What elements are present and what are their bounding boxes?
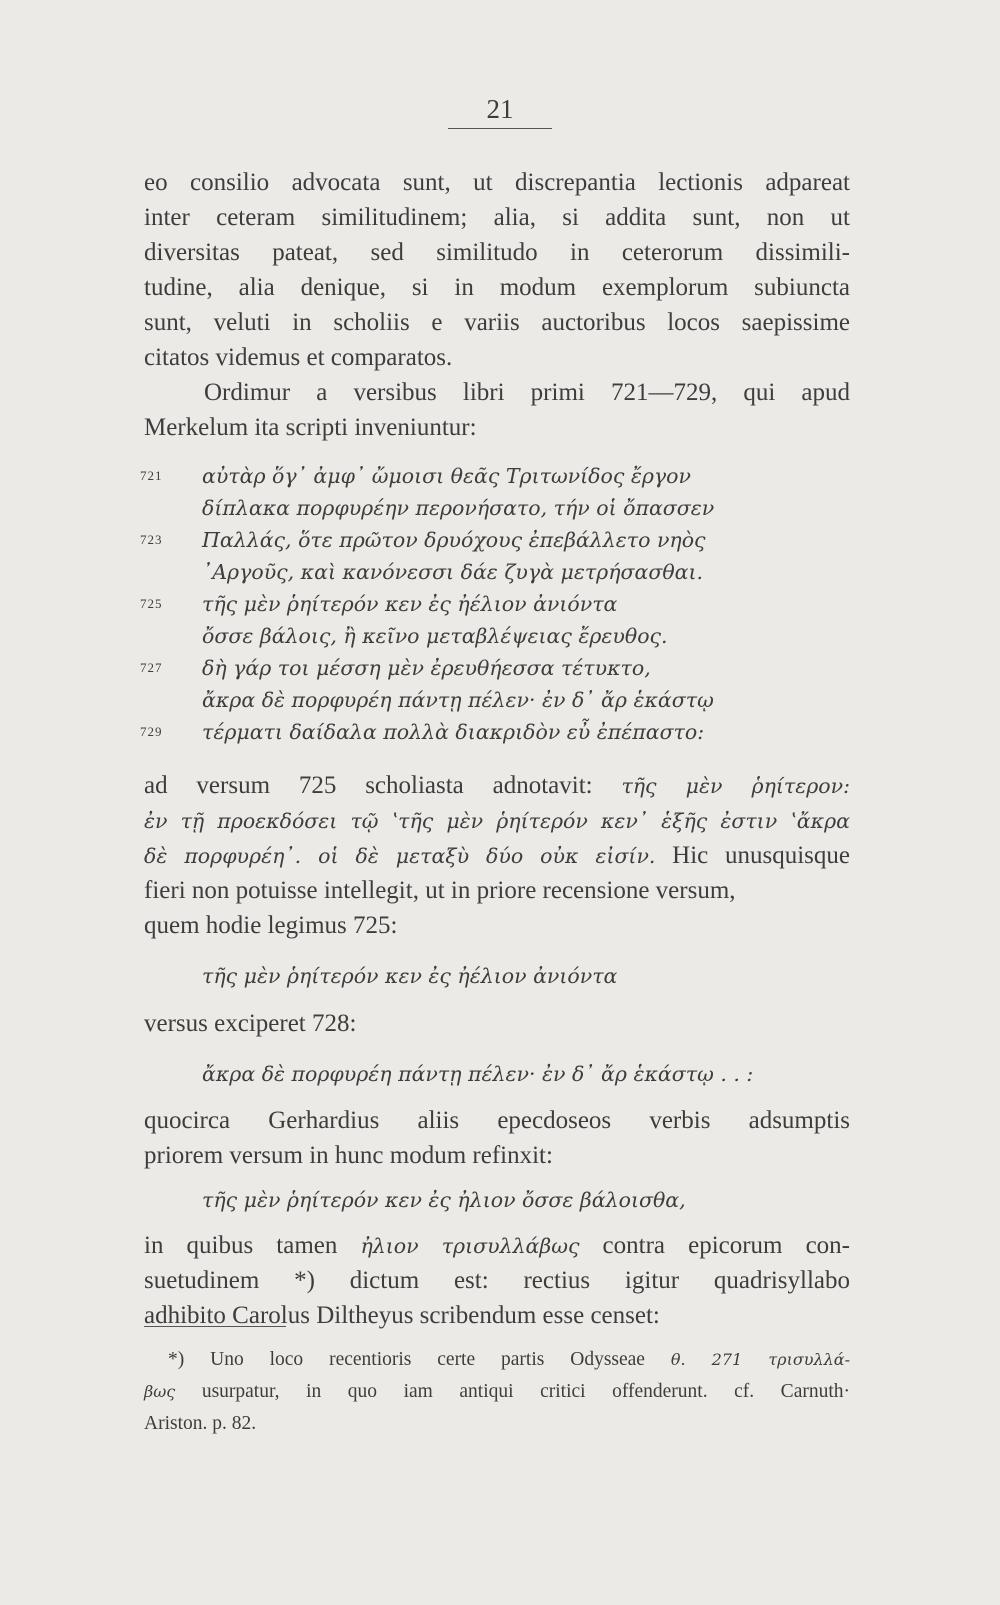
- latin-text: usurpatur, in quo iam antiqui critici offenderunt. cf. Carnuth·: [201, 1381, 851, 1402]
- text-line: [144, 804, 850, 838]
- footnote-line: [168, 1344, 850, 1375]
- footnote-line: [144, 1376, 850, 1407]
- verse-line: Παλλάς, ὅτε πρῶτον δρυόχους ἐπεβάλλετο νηὸς: [202, 528, 706, 552]
- latin-text: contra epicorum con-: [602, 1232, 851, 1259]
- text-line: versus exciperet 728:: [144, 1010, 357, 1037]
- text-line: Merkelum ita scripti inveniuntur:: [144, 414, 477, 441]
- greek-text: ἐν τῇ προεκδόσει τῷ ʽτῆς μὲν ῥηίτερόν κεν᾽ ἑξῆς ἐστιν ʽἄκρα: [144, 809, 850, 833]
- verse-line: αὐτὰρ ὅγ᾽ ἀμφ᾽ ὤμοισι θεᾶς Τριτωνίδος ἔργον: [202, 464, 691, 488]
- latin-text: ad versum 725 scholiasta adnotavit:: [144, 772, 593, 799]
- text-line: eo consilio advocata sunt, ut discrepantia lectionis adpareat: [144, 169, 850, 196]
- verse-number: 729: [140, 724, 163, 739]
- quoted-verse: ἄκρα δὲ πορφυρέη πάντῃ πέλεν· ἐν δ᾽ ἄρ ἑκάστῳ . . :: [202, 1062, 754, 1086]
- verse-line: ἄκρα δὲ πορφυρέη πάντῃ πέλεν· ἐν δ᾽ ἄρ ἑκάστῳ: [202, 688, 714, 712]
- text-line: quocirca Gerhardius aliis epecdoseos verbis adsumptis: [144, 1107, 850, 1134]
- greek-text: τῆς μὲν ῥηίτερον:: [621, 774, 851, 798]
- verse-line: δίπλακα πορφυρέην περονήσατο, τήν οἱ ὄπασσεν: [202, 496, 715, 520]
- text-line: adhibito Carolus Diltheyus scribendum esse censet:: [144, 1302, 660, 1329]
- text-line: fieri non potuisse intellegit, ut in priore recensione versum,: [144, 877, 736, 904]
- text-line: Ordimur a versibus libri primi 721—729, qui apud: [204, 379, 850, 406]
- text-line: [144, 839, 850, 873]
- text-line: priorem versum in hunc modum refinxit:: [144, 1142, 553, 1169]
- greek-text: βως: [144, 1382, 176, 1401]
- greek-text: δὲ πορφυρέη᾽. οἱ δὲ μεταξὺ δύο οὐκ εἰσίν.: [144, 844, 656, 868]
- verse-number: 723: [140, 532, 163, 547]
- text-line: tudine, alia denique, si in modum exemplorum subiuncta: [144, 274, 850, 301]
- text-line: quem hodie legimus 725:: [144, 912, 398, 939]
- text-line: inter ceteram similitudinem; alia, si addita sunt, non ut: [144, 204, 850, 231]
- verse-line: δὴ γάρ τοι μέσση μὲν ἐρευθήεσσα τέτυκτο,: [202, 656, 651, 680]
- verse-line: ᾽Αργοῦς, καὶ κανόνεσσι δάε ζυγὰ μετρήσασθαι.: [202, 560, 704, 584]
- verse-number: 727: [140, 660, 163, 675]
- text-line: citatos videmus et comparatos.: [144, 344, 453, 371]
- greek-text: ἠλιον: [360, 1234, 419, 1258]
- verse-line: ὄσσε βάλοις, ἢ κεῖνο μεταβλέψειας ἔρευθος.: [202, 624, 668, 648]
- latin-text: *) Uno loco recentioris certe partis Odysseae: [168, 1349, 645, 1370]
- latin-text: Hic unusquisque: [672, 842, 850, 869]
- verse-line: τέρματι δαίδαλα πολλὰ διακριδὸν εὖ ἐπέπαστο:: [202, 720, 705, 744]
- footnote-rule: [144, 1326, 286, 1327]
- text-line: suetudinem *) dictum est: rectius igitur quadrisyllabo: [144, 1267, 850, 1294]
- verse-line: τῆς μὲν ῥηίτερόν κεν ἐς ἠέλιον ἀνιόντα: [202, 592, 618, 616]
- footnote-line: Ariston. p. 82.: [144, 1413, 257, 1434]
- greek-text: τρισυλλάβως: [441, 1234, 580, 1258]
- verse-number: 721: [140, 468, 163, 483]
- text-line: diversitas pateat, sed similitudo in ceterorum dissimili-: [144, 239, 850, 266]
- quoted-verse: τῆς μὲν ῥηίτερόν κεν ἐς ἠλιον ὄσσε βάλοισθα,: [202, 1188, 686, 1212]
- page-number-rule: [448, 128, 552, 129]
- text-line: [144, 1229, 850, 1263]
- quoted-verse: τῆς μὲν ῥηίτερόν κεν ἐς ἠέλιον ἀνιόντα: [202, 964, 618, 988]
- text-line: sunt, veluti in scholiis e variis auctoribus locos saepissime: [144, 309, 850, 336]
- page-number: 21: [486, 94, 514, 124]
- text-line: [144, 769, 850, 803]
- greek-text: θ. 271 τρισυλλά-: [670, 1350, 850, 1369]
- latin-text: in quibus tamen: [144, 1232, 338, 1259]
- verse-number: 725: [140, 596, 163, 611]
